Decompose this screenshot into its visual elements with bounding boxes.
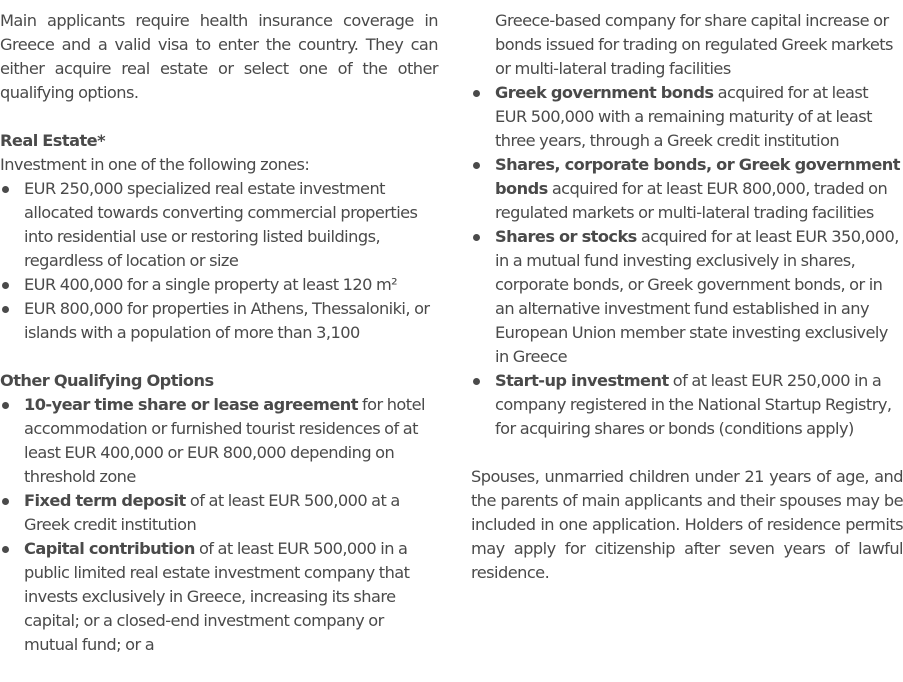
intro-paragraph: Main applicants require health insurance coverage in Greece and a valid visa to enter the country. They can either acquire real estate or select one of the other qualifying options. [0, 11, 438, 102]
list-item: EUR 800,000 for properties in Athens, Thessaloniki, or islands with a population of more than 3,100 [0, 297, 438, 345]
real-estate-subheading: Investment in one of the following zones: [0, 155, 310, 174]
list-item: EUR 400,000 for a single property at least 120 m² [0, 273, 438, 297]
other-options-heading: Other Qualifying Options [0, 371, 214, 390]
list-item: Shares, corporate bonds, or Greek government bonds acquired for at least EUR 800,000, traded on regulated markets or multi-lateral trading facilities [471, 153, 903, 225]
other-options-list [0, 393, 438, 657]
right-column [471, 9, 903, 585]
other-options-list-continued [471, 81, 903, 441]
list-item: EUR 250,000 specialized real estate investment allocated towards converting commercial properties into residential use or restoring listed buildings, regardless of location or size [0, 177, 438, 273]
list-item: Capital contribution of at least EUR 500,000 in a public limited real estate investment company that invests exclusively in Greece, increasing its share capital; or a closed-end investment company or mutual fund; or a [0, 537, 438, 657]
real-estate-list [0, 177, 438, 345]
list-item: Start-up investment of at least EUR 250,000 in a company registered in the National Startup Registry, for acquiring shares or bonds (conditions apply) [471, 369, 903, 441]
real-estate-heading: Real Estate* [0, 131, 105, 150]
family-note-paragraph: Spouses, unmarried children under 21 years of age, and the parents of main applicants and their spouses may be included in one application. Holders of residence permits may apply for citizenship after seven years of lawful residence. [471, 467, 903, 582]
left-column [0, 9, 438, 657]
list-item: Fixed term deposit of at least EUR 500,000 at a Greek credit institution [0, 489, 438, 537]
list-item: Greek government bonds acquired for at least EUR 500,000 with a remaining maturity of at least three years, through a Greek credit institution [471, 81, 903, 153]
capital-contribution-continuation: Greece-based company for share capital increase or bonds issued for trading on regulated Greek markets or multi-lateral trading facilities [495, 11, 893, 78]
list-item: 10-year time share or lease agreement for hotel accommodation or furnished tourist residences of at least EUR 400,000 or EUR 800,000 depending on threshold zone [0, 393, 438, 489]
list-item: Shares or stocks acquired for at least EUR 350,000, in a mutual fund investing exclusively in shares, corporate bonds, or Greek government bonds, or in an alternative investment fund established in any European Union member state investing exclusively in Greece [471, 225, 903, 369]
